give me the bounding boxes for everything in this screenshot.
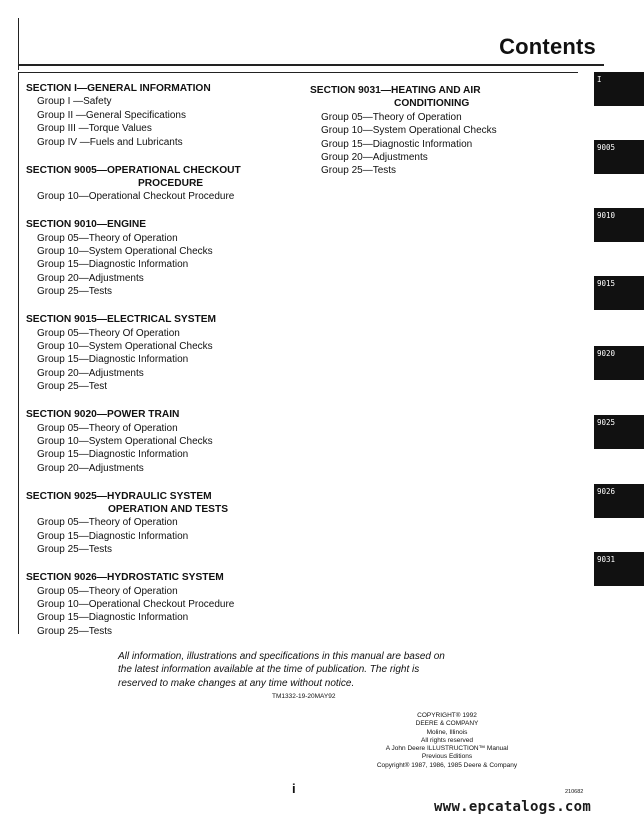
group-entry[interactable]: Group 15—Diagnostic Information [37, 259, 189, 271]
tab-section-9031[interactable]: 9031 [594, 552, 644, 586]
copyright-line: Previous Editions [421, 753, 473, 761]
group-entry[interactable]: Group 25—Tests [321, 165, 397, 177]
group-entry[interactable]: Group 20—Adjustments [37, 367, 144, 379]
section-heading[interactable]: SECTION 9005—OPERATIONAL CHECKOUT PROCEDURE [26, 164, 241, 189]
group-entry[interactable]: Group 10—Operational Checkout Procedure [37, 599, 235, 610]
tab-section-9005[interactable]: 9005 [594, 140, 644, 174]
toc-section-9031 [310, 84, 570, 178]
copyright-line: Moline, Illinois [426, 728, 468, 736]
group-entry[interactable]: Group II —General Specifications [37, 109, 186, 121]
group-entry[interactable]: Group 10—System Operational Checks [37, 246, 213, 258]
tab-section-9010[interactable]: 9010 [594, 208, 644, 242]
toc-section-9015 [26, 313, 306, 393]
group-entry[interactable]: Group 10—Operational Checkout Procedure [37, 191, 235, 203]
group-entry[interactable]: Group 10—System Operational Checks [37, 341, 213, 352]
notice-line: the latest information available at the time of publication. The right is [118, 664, 420, 676]
toc-section-9025 [26, 490, 306, 557]
watermark-url[interactable]: www.epcatalogs.com [434, 799, 592, 815]
group-entry[interactable]: Group 05—Theory Of Operation [37, 327, 180, 339]
toc-right-column [310, 84, 570, 192]
group-entry[interactable]: Group 10—System Operational Checks [321, 125, 497, 137]
content-frame-left [18, 72, 19, 634]
figure-id: 210682 [565, 789, 584, 795]
section-heading[interactable]: SECTION 9025—HYDRAULIC SYSTEM OPERATION AND TESTS [26, 490, 228, 516]
copyright-line: A John Deere ILLUSTRUCTION™ Manual [385, 745, 509, 753]
section-heading[interactable]: SECTION 9026—HYDROSTATIC SYSTEM [26, 572, 224, 584]
toc-left-column [26, 82, 306, 653]
toc-section-9005 [26, 164, 306, 204]
group-entry[interactable]: Group 05—Theory of Operation [37, 422, 178, 434]
group-entry[interactable]: Group III —Torque Values [37, 123, 152, 135]
group-entry[interactable]: Group 15—Diagnostic Information [37, 449, 189, 461]
section-heading[interactable]: SECTION I—GENERAL INFORMATION [26, 83, 211, 94]
content-frame-top [18, 72, 578, 73]
tab-section-9015[interactable]: 9015 [594, 276, 644, 310]
group-entry[interactable]: Group I —Safety [37, 96, 112, 108]
group-entry[interactable]: Group 05—Theory of Operation [37, 517, 178, 529]
group-entry[interactable]: Group 05—Theory of Operation [37, 232, 178, 244]
group-entry[interactable]: Group 25—Tests [37, 286, 113, 298]
copyright-line: COPYRIGHT® 1992 [417, 712, 477, 719]
group-entry[interactable]: Group 20—Adjustments [37, 272, 144, 284]
copyright-line: All rights reserved [420, 736, 474, 744]
tab-section-9020[interactable]: 9020 [594, 346, 644, 380]
group-entry[interactable]: Group IV —Fuels and Lubricants [37, 136, 183, 148]
copyright-block [352, 712, 542, 770]
group-entry[interactable]: Group 10—System Operational Checks [37, 435, 213, 447]
copyright-line: Copyright® 1987, 1986, 1985 Deere & Company [376, 761, 518, 769]
copyright-line: DEERE & COMPANY [415, 720, 479, 728]
tab-section-9025[interactable]: 9025 [594, 415, 644, 449]
group-entry[interactable]: Group 25—Tests [37, 544, 113, 556]
notice-line: reserved to make changes at any time without notice. [118, 677, 355, 689]
section-heading[interactable]: SECTION 9031—HEATING AND AIR CONDITIONING [310, 85, 481, 110]
group-entry[interactable]: Group 05—Theory of Operation [321, 111, 462, 123]
group-entry[interactable]: Group 25—Tests [37, 625, 113, 637]
section-heading[interactable]: SECTION 9010—ENGINE [26, 219, 147, 231]
group-entry[interactable]: Group 25—Test [37, 381, 108, 393]
tab-section-i[interactable]: I [594, 72, 644, 106]
page-number: i [292, 781, 296, 796]
group-entry[interactable]: Group 15—Diagnostic Information [321, 138, 473, 150]
group-entry[interactable]: Group 15—Diagnostic Information [37, 530, 189, 542]
group-entry[interactable]: Group 15—Diagnostic Information [37, 354, 189, 366]
document-id: TM1332-19-20MAY92 [272, 693, 336, 700]
group-entry[interactable]: Group 20—Adjustments [321, 152, 428, 164]
toc-section-general [26, 82, 306, 149]
section-heading[interactable]: SECTION 9015—ELECTRICAL SYSTEM [26, 314, 217, 326]
toc-section-9026 [26, 571, 306, 638]
notice-line: All information, illustrations and specifications in this manual are based on [118, 651, 445, 662]
section-heading[interactable]: SECTION 9020—POWER TRAIN [26, 409, 180, 421]
toc-section-9020 [26, 408, 306, 475]
group-entry[interactable]: Group 20—Adjustments [37, 462, 144, 474]
tab-section-9026[interactable]: 9026 [594, 484, 644, 518]
group-entry[interactable]: Group 05—Theory of Operation [37, 585, 178, 597]
title-underline [18, 64, 604, 66]
group-entry[interactable]: Group 15—Diagnostic Information [37, 612, 189, 624]
disclaimer-notice [118, 650, 498, 690]
toc-section-9010 [26, 218, 306, 298]
page-title: Contents [499, 34, 596, 59]
